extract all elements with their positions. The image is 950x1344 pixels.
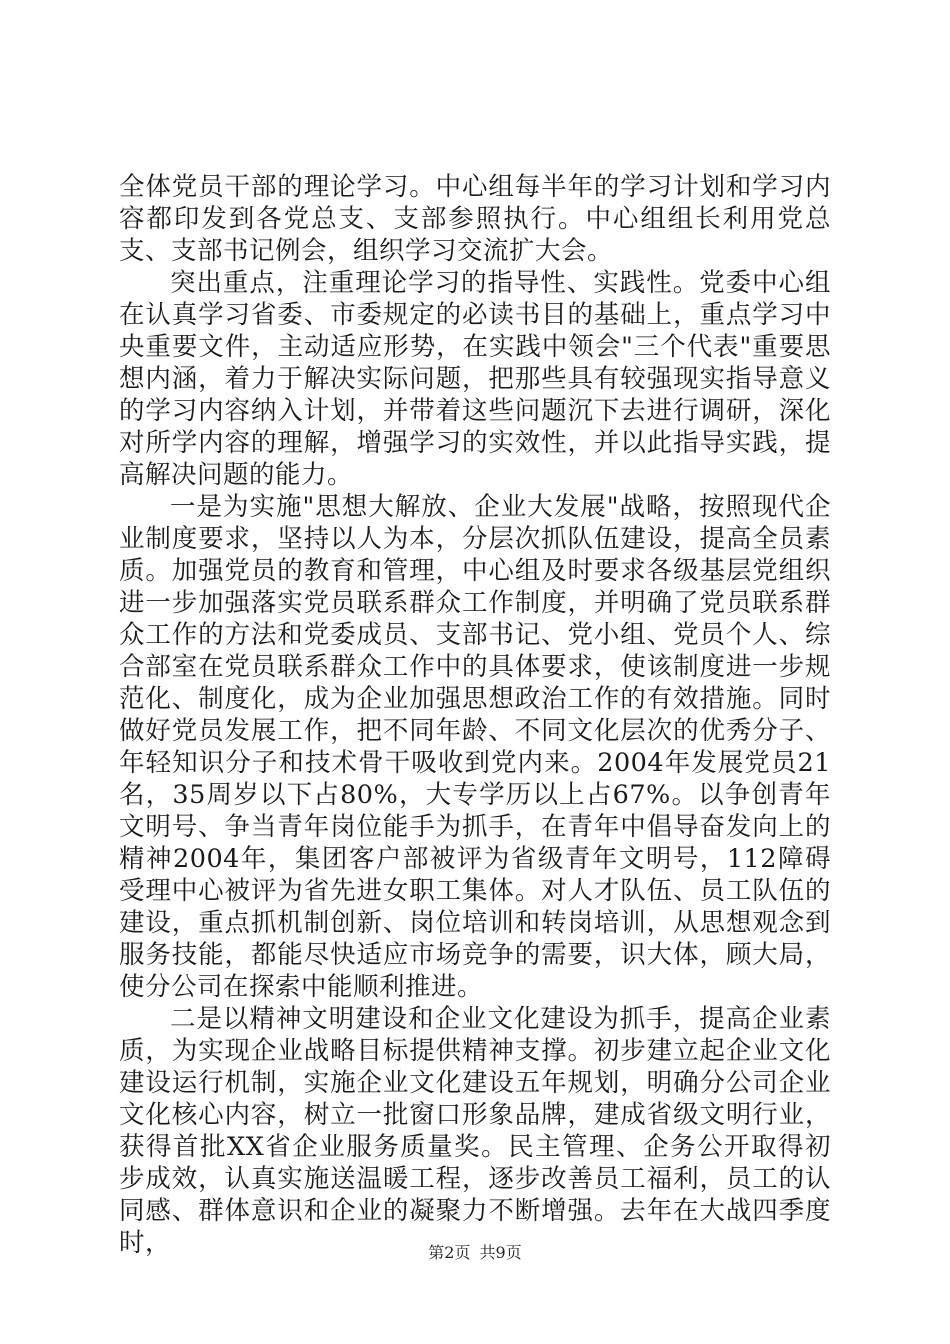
- paragraph-2: 突出重点，注重理论学习的指导性、实践性。党委中心组在认真学习省委、市委规定的必读书目的基础上，重点学习中央重要文件，主动适应形势，在实践中领会"三个代表"重要思想内涵，着力于解决实际问题，把那些具有较强现实指导意义的学习内容纳入计划，并带着这些问题沉下去进行调研，深化对所学内容的理解，增强学习的实效性，并以此指导实践，提高解决问题的能力。: [119, 268, 831, 490]
- paragraph-4: 二是以精神文明建设和企业文化建设为抓手，提高企业素质，为实现企业战略目标提供精神支撑。初步建立起企业文化建设运行机制，实施企业文化建设五年规划，明确分公司企业文化核心内容，树立一批窗口形象品牌，建成省级文明行业，获得首批XX省企业服务质量奖。民主管理、企务公开取得初步成效，认真实施送温暖工程，逐步改善员工福利，员工的认同感、群体意识和企业的凝聚力不断增强。去年在大战四季度时，: [119, 1004, 831, 1258]
- document-body: [119, 171, 831, 1259]
- paragraph-3: 一是为实施"思想大解放、企业大发展"战略，按照现代企业制度要求，坚持以人为本，分层次抓队伍建设，提高全员素质。加强党员的教育和管理，中心组及时要求各级基层党组织进一步加强落实党员联系群众工作制度，并明确了党员联系群众工作的方法和党委成员、支部书记、党小组、党员个人、综合部室在党员联系群众工作中的具体要求，使该制度进一步规范化、制度化，成为企业加强思想政治工作的有效措施。同时做好党员发展工作，把不同年龄、不同文化层次的优秀分子、年轻知识分子和技术骨干吸收到党内来。2004年发展党员21名，35周岁以下占80%，大专学历以上占67%。以争创青年文明号、争当青年岗位能手为抓手，在青年中倡导奋发向上的精神2004年，集团客户部被评为省级青年文明号，112障碍受理中心被评为省先进女职工集体。对人才队伍、员工队伍的建设，重点抓机制创新、岗位培训和转岗培训，从思想观念到服务技能，都能尽快适应市场竞争的需要，识大体，顾大局，使分公司在探索中能顺利推进。: [119, 492, 831, 1002]
- paragraph-1: 全体党员干部的理论学习。中心组每半年的学习计划和学习内容都印发到各党总支、支部参照执行。中心组组长利用党总支、支部书记例会，组织学习交流扩大会。: [119, 172, 831, 266]
- page-number: 第2页: [428, 1243, 471, 1262]
- page-total: 共9页: [479, 1243, 522, 1262]
- page-footer: [0, 1243, 950, 1263]
